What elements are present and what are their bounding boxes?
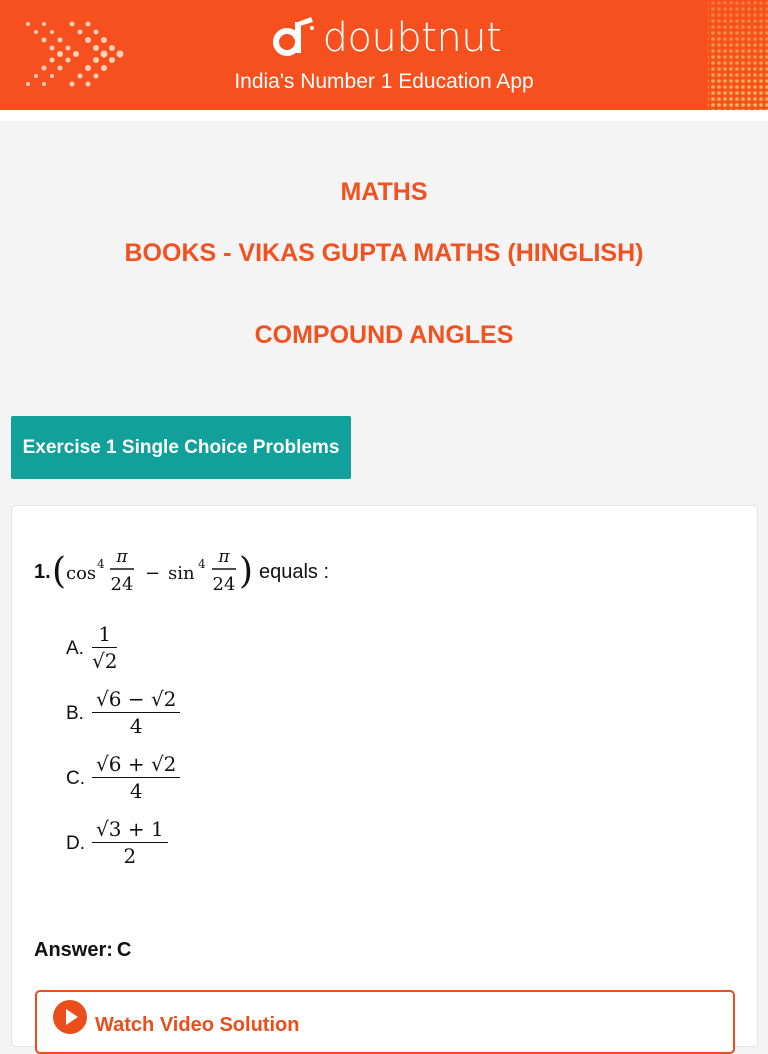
option-b-label: B.: [66, 703, 84, 724]
svg-text:−: −: [145, 563, 161, 584]
option-d-label: D.: [66, 833, 85, 854]
play-icon: [53, 1000, 87, 1034]
watch-video-label: Watch Video Solution: [95, 1014, 300, 1036]
option-a-denominator: √2: [92, 649, 118, 673]
svg-text:cos: cos: [66, 563, 97, 584]
option-a-label: A.: [66, 638, 84, 659]
option-d-numerator: √3 + 1: [96, 817, 164, 841]
brand-name: doubtnut: [322, 15, 502, 61]
svg-text:π: π: [116, 547, 128, 567]
svg-text:24: 24: [212, 574, 236, 595]
question-expression: [52, 546, 256, 598]
answer-label: Answer:: [34, 939, 113, 961]
svg-text:4: 4: [97, 557, 105, 571]
exercise-tab-label: Exercise 1 Single Choice Problems: [22, 436, 340, 458]
svg-text:π: π: [218, 547, 230, 567]
option-c-label: C.: [66, 768, 85, 789]
option-a-numerator: 1: [98, 622, 112, 646]
doubtnut-logo-icon: [267, 14, 319, 62]
option-d-value[interactable]: [92, 816, 168, 869]
svg-text:): ): [239, 551, 254, 592]
question-text: equals :: [259, 561, 330, 583]
header-separator: [0, 110, 768, 121]
option-c-denominator: 4: [129, 779, 143, 803]
svg-text:24: 24: [110, 574, 134, 595]
watch-video-button[interactable]: [35, 990, 735, 1054]
option-c-value[interactable]: [92, 751, 180, 804]
svg-text:(: (: [52, 551, 67, 592]
option-d-denominator: 2: [123, 844, 137, 868]
svg-text:sin: sin: [168, 563, 195, 584]
book-heading: BOOKS - VIKAS GUPTA MATHS (HINGLISH): [124, 239, 644, 267]
exercise-tab[interactable]: [11, 416, 351, 479]
question-number: 1.: [34, 561, 51, 583]
option-b-denominator: 4: [129, 714, 143, 738]
chapter-heading: COMPOUND ANGLES: [254, 321, 514, 349]
app-header: [0, 0, 768, 110]
tagline: India's Number 1 Education App: [234, 70, 534, 93]
brand-logo[interactable]: [0, 10, 768, 67]
option-b-numerator: √6 − √2: [96, 687, 177, 711]
subject-heading: MATHS: [340, 178, 428, 206]
option-b-value[interactable]: [92, 686, 180, 739]
svg-text:4: 4: [198, 557, 206, 571]
dots-pattern-icon: [704, 0, 768, 110]
answer: [34, 939, 131, 962]
option-a-value[interactable]: [92, 621, 117, 674]
option-c-numerator: √6 + √2: [96, 752, 177, 776]
answer-value: C: [116, 939, 132, 961]
